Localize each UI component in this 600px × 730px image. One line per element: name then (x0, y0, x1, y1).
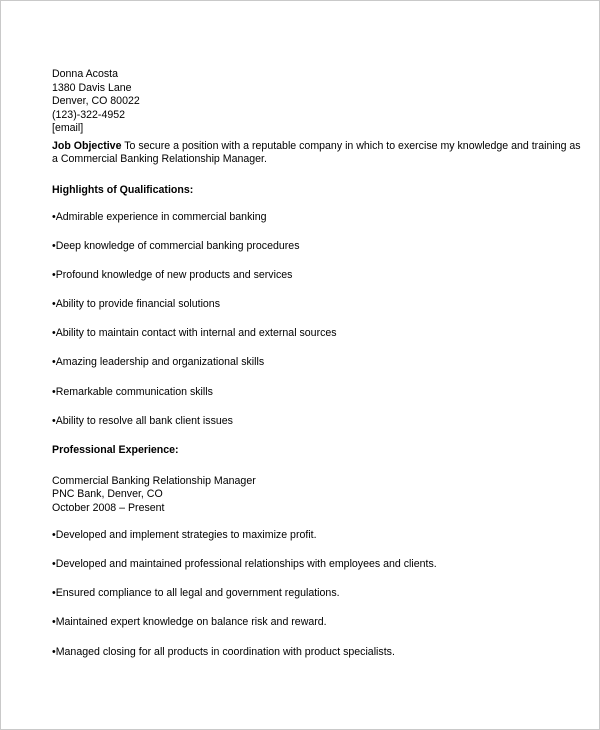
list-item: •Ability to provide financial solutions (52, 298, 220, 311)
list-item: •Managed closing for all products in coordination with product specialists. (52, 645, 395, 658)
job-objective-label: Job Objective (52, 139, 122, 152)
contact-city: Denver, CO 80022 (52, 95, 140, 107)
contact-email: [email] (52, 122, 84, 134)
experience-job (52, 475, 582, 516)
list-item: •Ensured compliance to all legal and government regulations. (52, 587, 340, 600)
list-item: •Profound knowledge of new products and services (52, 269, 293, 282)
contact-street: 1380 Davis Lane (52, 81, 132, 94)
contact-name: Donna Acosta (52, 68, 118, 80)
qualifications-list (52, 211, 582, 428)
experience-heading: Professional Experience: (52, 444, 179, 457)
list-item: •Developed and maintained professional relationships with employees and clients. (52, 558, 437, 571)
list-item: •Ability to resolve all bank client issues (52, 414, 233, 427)
experience-employer: PNC Bank, Denver, CO (52, 488, 163, 501)
resume-content (52, 68, 582, 659)
qualifications-heading: Highlights of Qualifications: (52, 183, 194, 196)
contact-phone: (123)-322-4952 (52, 108, 126, 121)
contact-block (52, 68, 582, 136)
list-item: •Developed and implement strategies to maximize profit. (52, 529, 317, 542)
experience-dates: October 2008 – Present (52, 501, 165, 514)
list-item: •Admirable experience in commercial banking (52, 211, 267, 223)
list-item: •Maintained expert knowledge on balance risk and reward. (52, 616, 327, 629)
job-objective (52, 140, 582, 167)
list-item: •Remarkable communication skills (52, 385, 213, 398)
job-objective-text: To secure a position with a reputable company in which to exercise my knowledge and training as a Commercial Banking Relationship Manager. (52, 139, 581, 165)
list-item: •Amazing leadership and organizational skills (52, 356, 265, 369)
experience-job-title: Commercial Banking Relationship Manager (52, 474, 256, 487)
experience-list (52, 529, 582, 659)
list-item: •Ability to maintain contact with internal and external sources (52, 327, 337, 340)
list-item: •Deep knowledge of commercial banking procedures (52, 240, 300, 253)
